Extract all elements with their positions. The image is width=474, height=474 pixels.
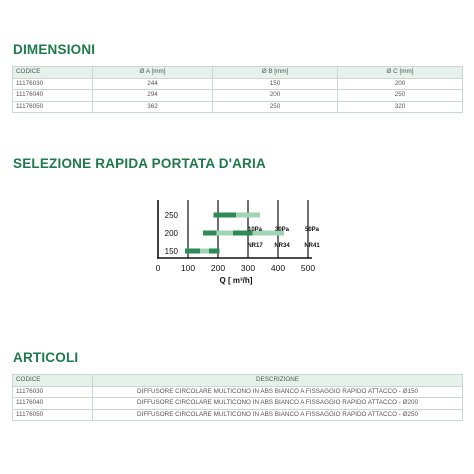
- x-tick-label: 100: [180, 263, 196, 273]
- pressure-label: 30Pa: [274, 227, 290, 233]
- table-row: [13, 409, 463, 421]
- bar-segment: [217, 231, 234, 236]
- x-axis-label: Q [ m³/h]: [219, 276, 253, 285]
- table-row: [13, 398, 463, 410]
- articoli-table: [12, 374, 463, 421]
- table-cell: DIFFUSORE CIRCOLARE MULTICONO IN ABS BIANCO A FISSAGGIO RAPIDO ATTACCO - Ø150: [93, 386, 463, 398]
- x-tick-label: 0: [155, 263, 161, 273]
- table-cell: 11176040: [13, 90, 93, 102]
- articoli-title: ARTICOLI: [13, 350, 79, 365]
- table-cell: 11176050: [13, 409, 93, 421]
- header-cell: Ø C [mm]: [338, 67, 463, 79]
- noise-label: NR34: [274, 243, 290, 249]
- table-cell: 150: [213, 78, 338, 90]
- bar-segment: [203, 231, 217, 236]
- table-cell: DIFFUSORE CIRCOLARE MULTICONO IN ABS BIANCO A FISSAGGIO RAPIDO ATTACCO - Ø200: [93, 398, 463, 410]
- noise-label: NR17: [247, 243, 263, 249]
- table-cell: 11176050: [13, 101, 93, 113]
- x-tick-label: 500: [300, 263, 316, 273]
- table-header-row: [13, 375, 463, 387]
- x-tick-label: 200: [210, 263, 226, 273]
- bar-segment: [236, 213, 260, 218]
- table-row: [13, 386, 463, 398]
- table-cell: 11176030: [13, 386, 93, 398]
- dimensioni-title: DIMENSIONI: [13, 42, 96, 57]
- bar-segment: [214, 213, 237, 218]
- header-cell: Ø A [mm]: [93, 67, 213, 79]
- table-cell: 200: [338, 78, 463, 90]
- header-cell: DESCRIZIONE: [93, 375, 463, 387]
- table-cell: 294: [93, 90, 213, 102]
- category-label: 200: [164, 229, 178, 238]
- x-tick-label: 400: [270, 263, 286, 273]
- selezione-title: SELEZIONE RAPIDA PORTATA D'ARIA: [13, 156, 266, 171]
- table-cell: 200: [213, 90, 338, 102]
- header-cell: Ø B [mm]: [213, 67, 338, 79]
- pressure-label: 50Pa: [304, 227, 320, 233]
- table-cell: DIFFUSORE CIRCOLARE MULTICONO IN ABS BIANCO A FISSAGGIO RAPIDO ATTACCO - Ø250: [93, 409, 463, 421]
- table-cell: 244: [93, 78, 213, 90]
- table-cell: 320: [338, 101, 463, 113]
- header-cell: CODICE: [13, 375, 93, 387]
- x-tick-label: 300: [240, 263, 256, 273]
- category-label: 250: [164, 211, 178, 220]
- bar-segment: [200, 249, 209, 254]
- table-cell: 362: [93, 101, 213, 113]
- header-cell: CODICE: [13, 67, 93, 79]
- table-cell: 11176040: [13, 398, 93, 410]
- bar-segment: [209, 249, 220, 254]
- bar-segment: [185, 249, 200, 254]
- table-cell: 11176030: [13, 78, 93, 90]
- noise-label: NR41: [304, 243, 320, 249]
- pressure-label: 10Pa: [247, 227, 263, 233]
- table-cell: 250: [338, 90, 463, 102]
- category-label: 150: [164, 247, 178, 256]
- table-cell: 250: [213, 101, 338, 113]
